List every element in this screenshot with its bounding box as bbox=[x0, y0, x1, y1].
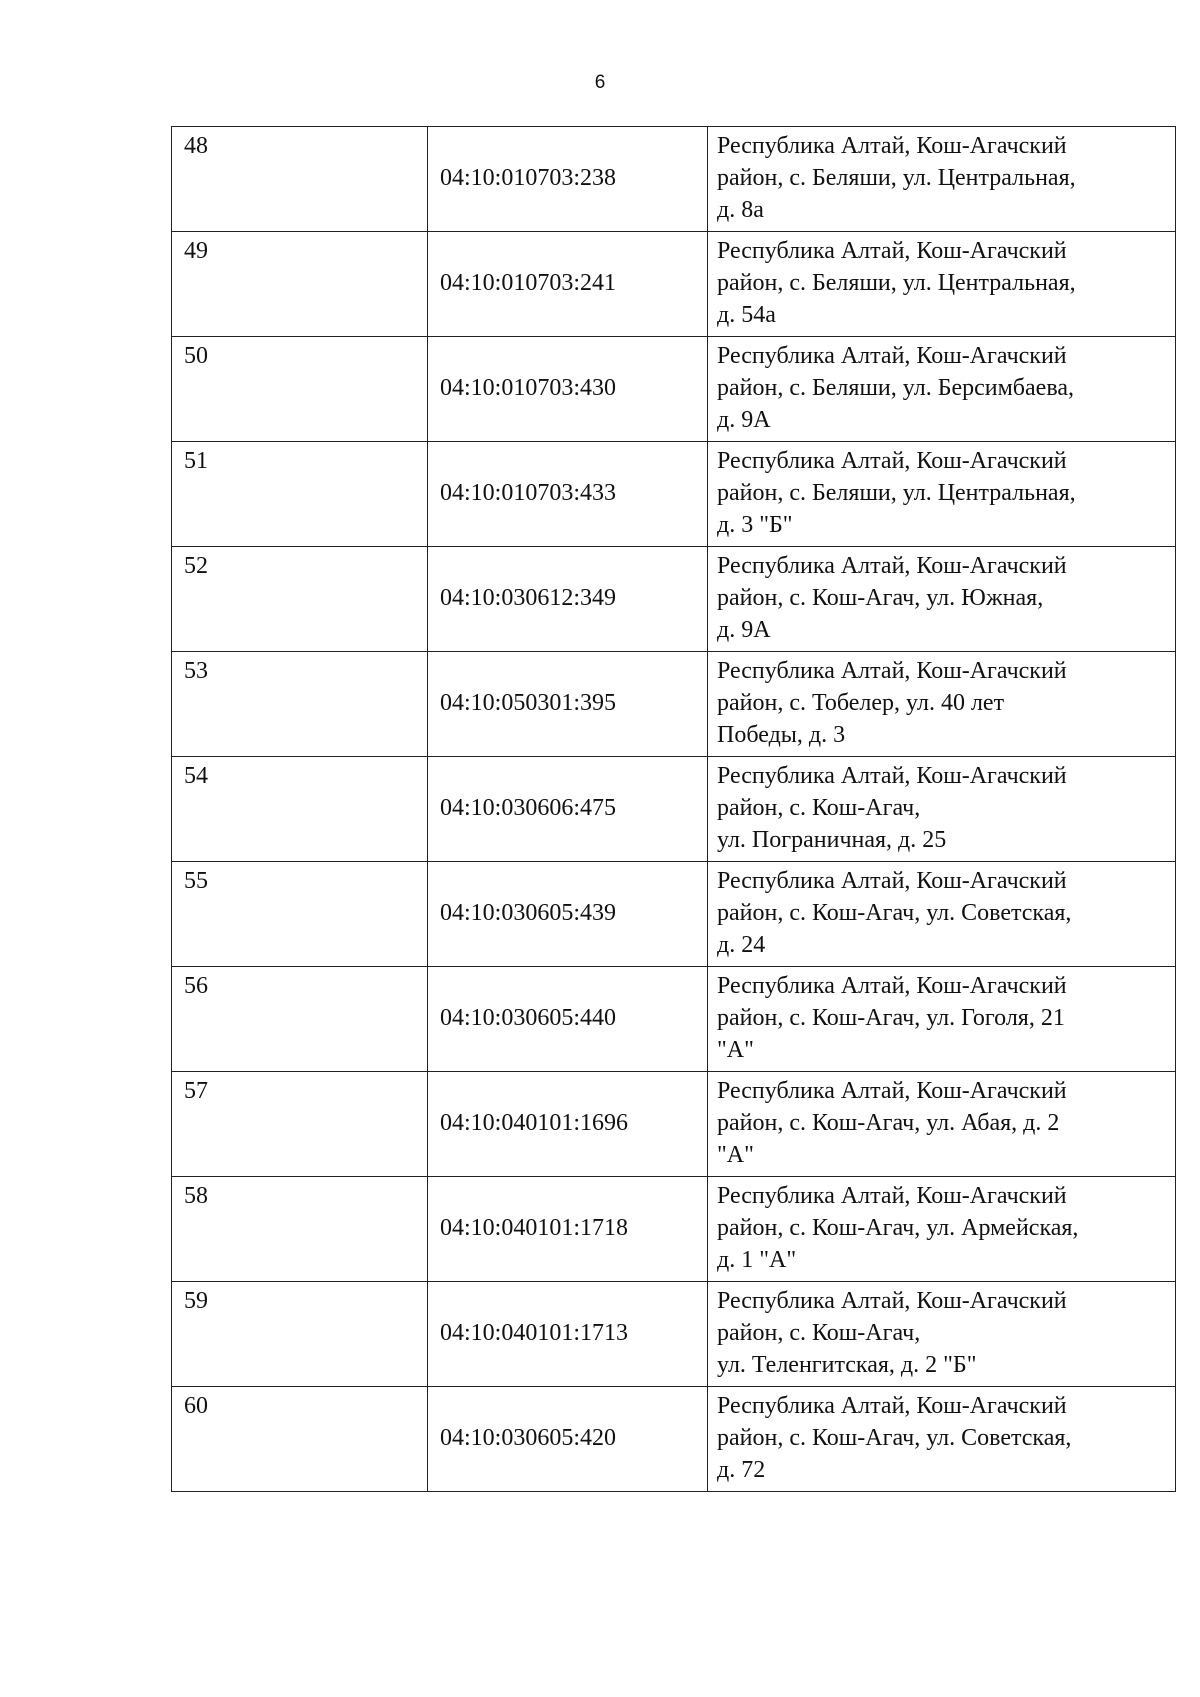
table-row bbox=[172, 127, 1176, 232]
cadastral-number: 04:10:040101:1713 bbox=[440, 1320, 629, 1346]
address-line: район, с. Кош-Агач, bbox=[717, 1320, 921, 1346]
row-number-cell bbox=[172, 1177, 428, 1282]
address-line: Республика Алтай, Кош-Агачский bbox=[717, 1288, 1067, 1314]
address bbox=[708, 337, 1175, 436]
address-cell bbox=[708, 1282, 1176, 1387]
table-row bbox=[172, 1282, 1176, 1387]
address-cell bbox=[708, 757, 1176, 862]
address-line: Республика Алтай, Кош-Агачский bbox=[717, 763, 1067, 789]
row-number-cell bbox=[172, 442, 428, 547]
address-line: "А" bbox=[717, 1037, 754, 1063]
cadastral-number-cell bbox=[428, 652, 708, 757]
address-line: д. 24 bbox=[717, 932, 766, 958]
address-line: Республика Алтай, Кош-Агачский bbox=[717, 658, 1067, 684]
address-cell bbox=[708, 1387, 1176, 1492]
address bbox=[708, 862, 1175, 961]
cadastral-number-cell bbox=[428, 442, 708, 547]
address-line: район, с. Беляши, ул. Центральная, bbox=[717, 165, 1076, 191]
address-line: район, с. Кош-Агач, bbox=[717, 795, 921, 821]
table-row bbox=[172, 652, 1176, 757]
row-number-cell bbox=[172, 547, 428, 652]
row-number: 54 bbox=[184, 763, 208, 789]
address-line: Победы, д. 3 bbox=[717, 722, 846, 748]
row-number: 57 bbox=[184, 1078, 208, 1104]
address-line: Республика Алтай, Кош-Агачский bbox=[717, 1393, 1067, 1419]
address-line: район, с. Кош-Агач, ул. Абая, д. 2 bbox=[717, 1110, 1060, 1136]
address-cell bbox=[708, 127, 1176, 232]
address bbox=[708, 1282, 1175, 1381]
cadastral-number-cell bbox=[428, 1282, 708, 1387]
address-line: район, с. Беляши, ул. Берсимбаева, bbox=[717, 375, 1074, 401]
cadastral-number: 04:10:030605:420 bbox=[440, 1425, 617, 1451]
row-number: 51 bbox=[184, 448, 208, 474]
address-line: район, с. Кош-Агач, ул. Южная, bbox=[717, 585, 1044, 611]
address-cell bbox=[708, 1072, 1176, 1177]
row-number: 56 bbox=[184, 973, 208, 999]
address bbox=[708, 547, 1175, 646]
address-line: "А" bbox=[717, 1142, 754, 1168]
cadastral-number: 04:10:030606:475 bbox=[440, 795, 617, 821]
address-line: район, с. Беляши, ул. Центральная, bbox=[717, 480, 1076, 506]
table-row bbox=[172, 967, 1176, 1072]
row-number-cell bbox=[172, 1387, 428, 1492]
row-number: 55 bbox=[184, 868, 208, 894]
row-number: 60 bbox=[184, 1393, 208, 1419]
row-number: 58 bbox=[184, 1183, 208, 1209]
address-line: д. 1 "А" bbox=[717, 1247, 797, 1273]
row-number-cell bbox=[172, 337, 428, 442]
address-line: д. 9А bbox=[717, 407, 771, 433]
cadastral-number-cell bbox=[428, 1387, 708, 1492]
address-line: район, с. Кош-Агач, ул. Советская, bbox=[717, 1425, 1072, 1451]
row-number-cell bbox=[172, 1072, 428, 1177]
table-row bbox=[172, 442, 1176, 547]
row-number: 48 bbox=[184, 133, 208, 159]
table-row bbox=[172, 1072, 1176, 1177]
address bbox=[708, 1072, 1175, 1171]
row-number-cell bbox=[172, 1282, 428, 1387]
address bbox=[708, 1177, 1175, 1276]
cadastral-number: 04:10:030605:439 bbox=[440, 900, 617, 926]
address-line: район, с. Кош-Агач, ул. Армейская, bbox=[717, 1215, 1079, 1241]
cadastral-number-cell bbox=[428, 1177, 708, 1282]
address-line: Республика Алтай, Кош-Агачский bbox=[717, 343, 1067, 369]
address-line: Республика Алтай, Кош-Агачский bbox=[717, 238, 1067, 264]
cadastral-number: 04:10:010703:433 bbox=[440, 480, 617, 506]
table-row bbox=[172, 757, 1176, 862]
property-table bbox=[171, 126, 1176, 1492]
address-line: д. 54а bbox=[717, 302, 776, 328]
address-cell bbox=[708, 967, 1176, 1072]
address-cell bbox=[708, 1177, 1176, 1282]
row-number-cell bbox=[172, 127, 428, 232]
row-number-cell bbox=[172, 232, 428, 337]
address-line: район, с. Кош-Агач, ул. Гоголя, 21 bbox=[717, 1005, 1065, 1031]
table-row bbox=[172, 547, 1176, 652]
table-row bbox=[172, 337, 1176, 442]
address bbox=[708, 1387, 1175, 1486]
address-line: Республика Алтай, Кош-Агачский bbox=[717, 973, 1067, 999]
cadastral-number-cell bbox=[428, 232, 708, 337]
cadastral-number-cell bbox=[428, 547, 708, 652]
row-number-cell bbox=[172, 652, 428, 757]
row-number-cell bbox=[172, 862, 428, 967]
address bbox=[708, 652, 1175, 751]
row-number: 53 bbox=[184, 658, 208, 684]
address-line: Республика Алтай, Кош-Агачский bbox=[717, 1078, 1067, 1104]
table-row bbox=[172, 1177, 1176, 1282]
address-line: ул. Теленгитская, д. 2 "Б" bbox=[717, 1352, 977, 1378]
address-line: район, с. Тобелер, ул. 40 лет bbox=[717, 690, 1005, 716]
address-line: район, с. Кош-Агач, ул. Советская, bbox=[717, 900, 1072, 926]
row-number-cell bbox=[172, 757, 428, 862]
page-number: 6 bbox=[594, 72, 606, 93]
cadastral-number-cell bbox=[428, 127, 708, 232]
cadastral-number-cell bbox=[428, 1072, 708, 1177]
address-line: Республика Алтай, Кош-Агачский bbox=[717, 1183, 1067, 1209]
address-cell bbox=[708, 652, 1176, 757]
cadastral-number: 04:10:010703:430 bbox=[440, 375, 617, 401]
cadastral-number: 04:10:010703:238 bbox=[440, 165, 617, 191]
address-line: д. 9А bbox=[717, 617, 771, 643]
row-number: 49 bbox=[184, 238, 208, 264]
row-number: 59 bbox=[184, 1288, 208, 1314]
address-line: ул. Пограничная, д. 25 bbox=[717, 827, 947, 853]
address-line: район, с. Беляши, ул. Центральная, bbox=[717, 270, 1076, 296]
cadastral-number-cell bbox=[428, 967, 708, 1072]
row-number: 52 bbox=[184, 553, 208, 579]
address-line: Республика Алтай, Кош-Агачский bbox=[717, 553, 1067, 579]
address bbox=[708, 232, 1175, 331]
address-line: д. 72 bbox=[717, 1457, 766, 1483]
cadastral-number: 04:10:040101:1696 bbox=[440, 1110, 629, 1136]
address-cell bbox=[708, 232, 1176, 337]
table-row bbox=[172, 862, 1176, 967]
address-line: Республика Алтай, Кош-Агачский bbox=[717, 868, 1067, 894]
address-cell bbox=[708, 337, 1176, 442]
address bbox=[708, 442, 1175, 541]
cadastral-number-cell bbox=[428, 337, 708, 442]
address-cell bbox=[708, 442, 1176, 547]
address-cell bbox=[708, 862, 1176, 967]
cadastral-number: 04:10:030612:349 bbox=[440, 585, 617, 611]
address-cell bbox=[708, 547, 1176, 652]
cadastral-number: 04:10:050301:395 bbox=[440, 690, 617, 716]
table-row bbox=[172, 1387, 1176, 1492]
address-line: д. 8а bbox=[717, 197, 764, 223]
address-line: Республика Алтай, Кош-Агачский bbox=[717, 133, 1067, 159]
address bbox=[708, 127, 1175, 226]
address bbox=[708, 757, 1175, 856]
cadastral-number: 04:10:040101:1718 bbox=[440, 1215, 629, 1241]
address-line: Республика Алтай, Кош-Агачский bbox=[717, 448, 1067, 474]
property-table-body bbox=[172, 127, 1176, 1492]
cadastral-number-cell bbox=[428, 862, 708, 967]
address-line: д. 3 "Б" bbox=[717, 512, 793, 538]
address bbox=[708, 967, 1175, 1066]
cadastral-number: 04:10:030605:440 bbox=[440, 1005, 617, 1031]
cadastral-number: 04:10:010703:241 bbox=[440, 270, 617, 296]
row-number-cell bbox=[172, 967, 428, 1072]
table-row bbox=[172, 232, 1176, 337]
cadastral-number-cell bbox=[428, 757, 708, 862]
row-number: 50 bbox=[184, 343, 208, 369]
